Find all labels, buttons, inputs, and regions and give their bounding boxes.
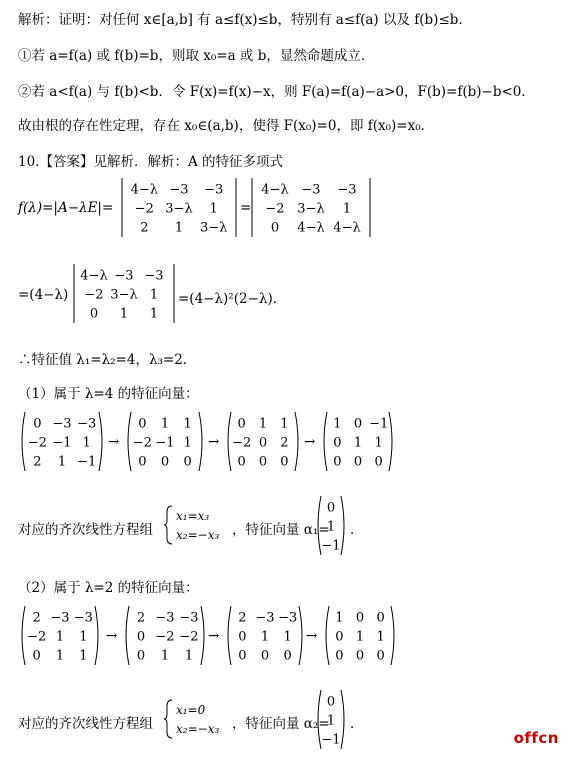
matrix-cell: 1 xyxy=(355,629,365,645)
proof-line-3: ②若 a<f(a) 与 f(b)<b．令 F(x)=f(x)−x，则 F(a)=f(a)−a>0，F(b)=f(b)−b<0． xyxy=(18,84,535,100)
matrix-cell: 0 xyxy=(238,629,247,645)
matrix-cell: −3 xyxy=(179,610,199,626)
proof-line-2: ①若 a=f(a) 或 f(b)=b，则取 x₀=a 或 b，显然命题成立． xyxy=(18,48,375,64)
matrix-cell: 0 xyxy=(355,648,365,664)
matrix-cell: −3 xyxy=(50,610,70,626)
matrix-cell: 0 xyxy=(335,629,344,645)
det-matrix-2 xyxy=(72,262,176,325)
system-2-label: 对应的齐次线性方程组 xyxy=(18,716,153,732)
matrix-cell: 1 xyxy=(374,435,383,451)
r1-arrow-1: → xyxy=(108,434,120,450)
matrix-cell: −2 xyxy=(134,201,154,217)
matrix-cell: 0 xyxy=(376,610,385,626)
matrix-cell: −2 xyxy=(265,201,285,217)
matrix-cell: −2 xyxy=(132,435,152,451)
matrix-cell: 1 xyxy=(183,416,192,432)
matrix-cell: −3 xyxy=(144,268,164,284)
matrix-cell: 0 xyxy=(237,416,246,432)
matrix-cell: 0 xyxy=(280,454,289,470)
matrix-cell: 0 xyxy=(353,454,363,470)
vector-1-label: ，特征向量 α₁= xyxy=(232,522,330,538)
eigenvector-1 xyxy=(314,494,348,557)
matrix-cell: 3−λ xyxy=(165,201,193,217)
matrix-cell: 2 xyxy=(32,610,41,626)
matrix-cell: 0 xyxy=(138,416,147,432)
matrix-cell: −3 xyxy=(204,182,224,198)
matrix-cell: −2 xyxy=(155,629,175,645)
matrix-cell: 3−λ xyxy=(297,201,325,217)
matrix-cell: 3−λ xyxy=(110,287,138,303)
matrix-cell: −1 xyxy=(77,454,97,470)
system-equation: x₂=−x₃ xyxy=(176,722,220,736)
system-1-label: 对应的齐次线性方程组 xyxy=(18,522,153,538)
r2-arrow-2: → xyxy=(208,628,220,644)
matrix-cell: −3 xyxy=(337,182,357,198)
matrix-cell: 0 xyxy=(283,648,292,664)
matrix-cell: −1 xyxy=(52,435,72,451)
matrix-cell: 2 xyxy=(33,454,42,470)
matrix-cell: 0 xyxy=(183,454,192,470)
matrix-cell: 1 xyxy=(283,629,292,645)
system-2-brace xyxy=(164,698,232,740)
proof-line-4: 故由根的存在性定理，存在 x₀∈(a,b)，使得 F(x₀)=0，即 f(x₀)=x₀． xyxy=(18,118,435,134)
matrix-cell: 0 xyxy=(374,454,383,470)
r1-matrix-4 xyxy=(320,410,396,473)
proof-line-1: 解析：证明：对任何 x∈[a,b] 有 a≤f(x)≤b，特别有 a≤f(a) 以及 f(b)≤b． xyxy=(18,12,472,28)
matrix-cell: 1 xyxy=(160,648,170,664)
matrix-cell: −2 xyxy=(179,629,199,645)
matrix-cell: 0 xyxy=(260,648,270,664)
matrix-cell: −3 xyxy=(114,268,134,284)
matrix-cell: 4−λ xyxy=(261,182,289,198)
matrix-cell: −3 xyxy=(278,610,298,626)
matrix-cell: 2 xyxy=(140,220,149,236)
system-equation: x₁=x₃ xyxy=(176,509,210,523)
r1-arrow-3: → xyxy=(304,434,316,450)
r1-matrix-2 xyxy=(124,410,206,473)
system-1-brace xyxy=(164,504,232,546)
matrix-cell: 0 xyxy=(333,454,342,470)
vector-1-period: ． xyxy=(350,522,364,538)
matrix-cell: 1 xyxy=(209,201,218,217)
matrix-cell: −1 xyxy=(321,732,341,748)
system-equation: x₁=0 xyxy=(176,703,206,717)
matrix-cell: −3 xyxy=(169,182,189,198)
matrix-cell: 0 xyxy=(160,454,170,470)
case-2-title: （2）属于 λ=2 的特征向量： xyxy=(18,580,199,596)
matrix-cell: −1 xyxy=(369,416,389,432)
det2-prefix: =(4−λ) xyxy=(18,287,69,303)
matrix-cell: −3 xyxy=(52,416,72,432)
vector-2-label: ，特征向量 α₂= xyxy=(232,716,330,732)
matrix-cell: −3 xyxy=(255,610,275,626)
matrix-cell: −2 xyxy=(27,435,47,451)
r2-matrix-2 xyxy=(122,604,208,667)
matrix-cell: 0 xyxy=(326,500,336,516)
matrix-cell: 0 xyxy=(138,454,147,470)
matrix-cell: 4−λ xyxy=(333,220,361,236)
matrix-cell: 0 xyxy=(136,648,146,664)
matrix-cell: 4−λ xyxy=(297,220,325,236)
matrix-cell: 0 xyxy=(270,220,280,236)
matrix-cell: 1 xyxy=(326,519,336,535)
matrix-cell: 0 xyxy=(136,629,146,645)
matrix-cell: 1 xyxy=(258,416,268,432)
eigenvector-2 xyxy=(314,688,348,751)
matrix-cell: 0 xyxy=(326,694,336,710)
matrix-cell: 1 xyxy=(342,201,352,217)
matrix-cell: 1 xyxy=(326,713,336,729)
matrix-cell: −1 xyxy=(155,435,175,451)
matrix-cell: 1 xyxy=(55,648,65,664)
case-1-title: （1）属于 λ=4 的特征向量： xyxy=(18,386,199,402)
r2-arrow-1: → xyxy=(106,628,118,644)
matrix-cell: 1 xyxy=(183,435,192,451)
matrix-cell: 0 xyxy=(238,648,247,664)
matrix-cell: 0 xyxy=(355,610,365,626)
r2-matrix-4 xyxy=(322,604,398,667)
matrix-cell: 0 xyxy=(32,648,41,664)
matrix-cell: 1 xyxy=(160,416,170,432)
matrix-cell: 0 xyxy=(258,435,268,451)
matrix-cell: 2 xyxy=(238,610,247,626)
matrix-cell: −1 xyxy=(321,538,341,554)
matrix-cell: 2 xyxy=(280,435,289,451)
det-equals: = xyxy=(240,200,252,216)
det-prefix: f(λ)=|A−λE|= xyxy=(18,200,114,216)
matrix-cell: −2 xyxy=(232,435,252,451)
matrix-cell: 2 xyxy=(136,610,146,626)
matrix-cell: 1 xyxy=(55,629,65,645)
matrix-cell: 1 xyxy=(280,416,289,432)
answer-10-header: 10.【答案】见解析．解析：A 的特征多项式 xyxy=(18,154,284,170)
vector-2-period: ． xyxy=(350,716,364,732)
matrix-cell: −3 xyxy=(301,182,321,198)
eigenvalues-line: ∴特征值 λ₁=λ₂=4，λ₃=2． xyxy=(18,352,197,368)
r2-arrow-3: → xyxy=(306,628,318,644)
matrix-cell: 1 xyxy=(353,435,363,451)
r1-matrix-3 xyxy=(224,410,302,473)
matrix-cell: −2 xyxy=(84,287,104,303)
matrix-cell: −3 xyxy=(155,610,175,626)
matrix-cell: 1 xyxy=(184,648,194,664)
matrix-cell: −3 xyxy=(77,416,97,432)
r2-matrix-3 xyxy=(224,604,306,667)
matrix-cell: −3 xyxy=(73,610,93,626)
r2-matrix-1 xyxy=(18,604,102,667)
r1-matrix-1 xyxy=(18,410,106,473)
matrix-cell: 1 xyxy=(260,629,270,645)
matrix-cell: 1 xyxy=(174,220,184,236)
matrix-cell: 0 xyxy=(237,454,246,470)
matrix-cell: 1 xyxy=(119,306,129,322)
matrix-cell: 1 xyxy=(149,306,159,322)
r1-arrow-2: → xyxy=(208,434,220,450)
matrix-cell: 4−λ xyxy=(130,182,159,198)
matrix-cell: 0 xyxy=(333,435,342,451)
matrix-cell: 0 xyxy=(33,416,42,432)
det2-suffix: =(4−λ)²(2−λ)． xyxy=(178,291,287,307)
system-equation: x₂=−x₃ xyxy=(176,528,220,542)
matrix-cell: 1 xyxy=(149,287,159,303)
matrix-cell: 1 xyxy=(335,610,344,626)
det-matrix-1a xyxy=(120,176,238,239)
det-matrix-1b xyxy=(250,176,372,239)
matrix-cell: 1 xyxy=(79,648,88,664)
matrix-cell: 0 xyxy=(335,648,344,664)
matrix-cell: 1 xyxy=(376,629,385,645)
matrix-cell: 0 xyxy=(353,416,363,432)
matrix-cell: 0 xyxy=(89,306,99,322)
matrix-cell: −2 xyxy=(27,629,47,645)
matrix-cell: 1 xyxy=(82,435,91,451)
matrix-cell: 4−λ xyxy=(80,268,108,284)
matrix-cell: 0 xyxy=(376,648,385,664)
matrix-cell: 3−λ xyxy=(199,220,228,236)
matrix-cell: 1 xyxy=(79,629,88,645)
offcn-watermark: offcn xyxy=(513,729,559,747)
matrix-cell: 1 xyxy=(57,454,67,470)
matrix-cell: 0 xyxy=(258,454,268,470)
matrix-cell: 1 xyxy=(333,416,342,432)
